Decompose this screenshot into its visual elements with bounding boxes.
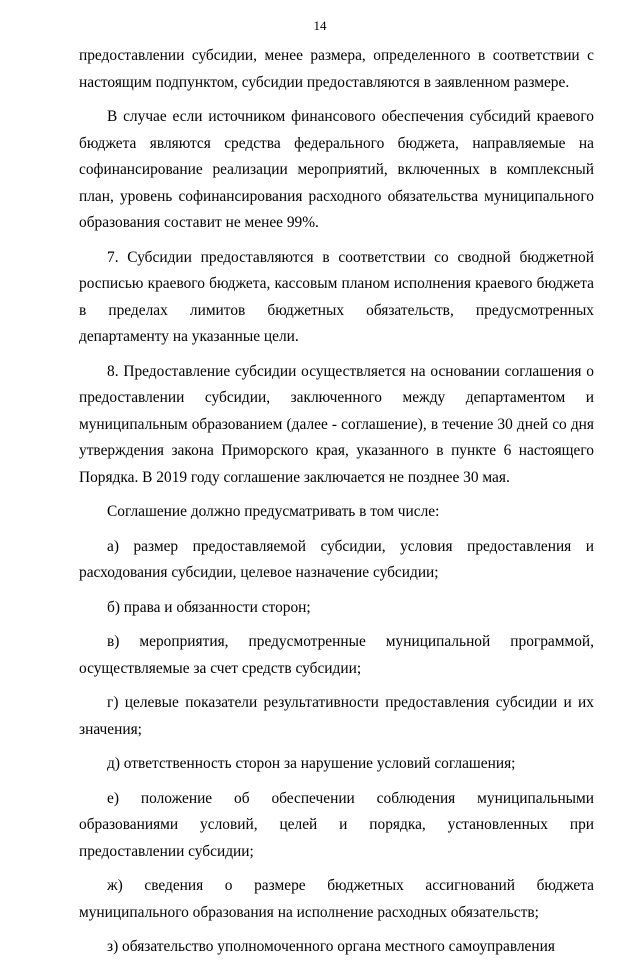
list-item-d: д) ответственность сторон за нарушение условий соглашения; — [107, 755, 516, 772]
list-item-v: в) мероприятия, предусмотренные муниципальной программой, осуществляемые за счет средств субсидии; — [79, 633, 594, 677]
paragraph-item-7: 7. Субсидии предоставляются в соответствии со сводной бюджетной росписью краевого бюджета, кассовым планом исполнения краевого бюджета в пределах лимитов бюджетных обязательств, предусмотренных департаменту на указанные цели. — [79, 248, 594, 345]
list-item-a: а) размер предоставляемой субсидии, условия предоставления и расходования субсидии, целевое назначение субсидии; — [79, 537, 594, 581]
paragraph-agreement-intro: Соглашение должно предусматривать в том числе: — [107, 503, 440, 520]
list-item-b: б) права и обязанности сторон; — [107, 598, 311, 616]
document-body — [79, 43, 594, 969]
list-item-zh: ж) сведения о размере бюджетных ассигнований бюджета муниципального образования на исполнение расходных обязательств; — [79, 877, 594, 921]
list-item-g: г) целевые показатели результативности предоставления субсидии и их значения; — [79, 694, 594, 738]
paragraph-cofinancing: В случае если источником финансового обеспечения субсидий краевого бюджета являются средства федерального бюджета, направляемые на софинансирование реализации мероприятий, включенных в комплексный план, уровень софинансирования расходного обязательства муниципального образования составит не менее 99%. — [79, 108, 594, 231]
paragraph-continuation: предоставлении субсидии, менее размера, определенного в соответствии с настоящим подпунктом, субсидии предоставляются в заявленном размере. — [79, 47, 594, 91]
list-item-e: е) положение об обеспечении соблюдения муниципальными образованиями условий, целей и порядка, установленных при предоставлении субсидии; — [79, 789, 594, 860]
list-item-z: з) обязательство уполномоченного органа местного самоуправления — [107, 938, 555, 955]
page-number: 14 — [313, 18, 327, 33]
paragraph-item-8: 8. Предоставление субсидии осуществляется на основании соглашения о предоставлении субсидии, заключенного между департаментом и муниципальным образованием (далее - соглашение), в течение 30 дней со дня утверждения закона Приморского края, указанного в пункте 6 настоящего Порядка. В 2019 году соглашение заключается не позднее 30 мая. — [79, 362, 594, 486]
